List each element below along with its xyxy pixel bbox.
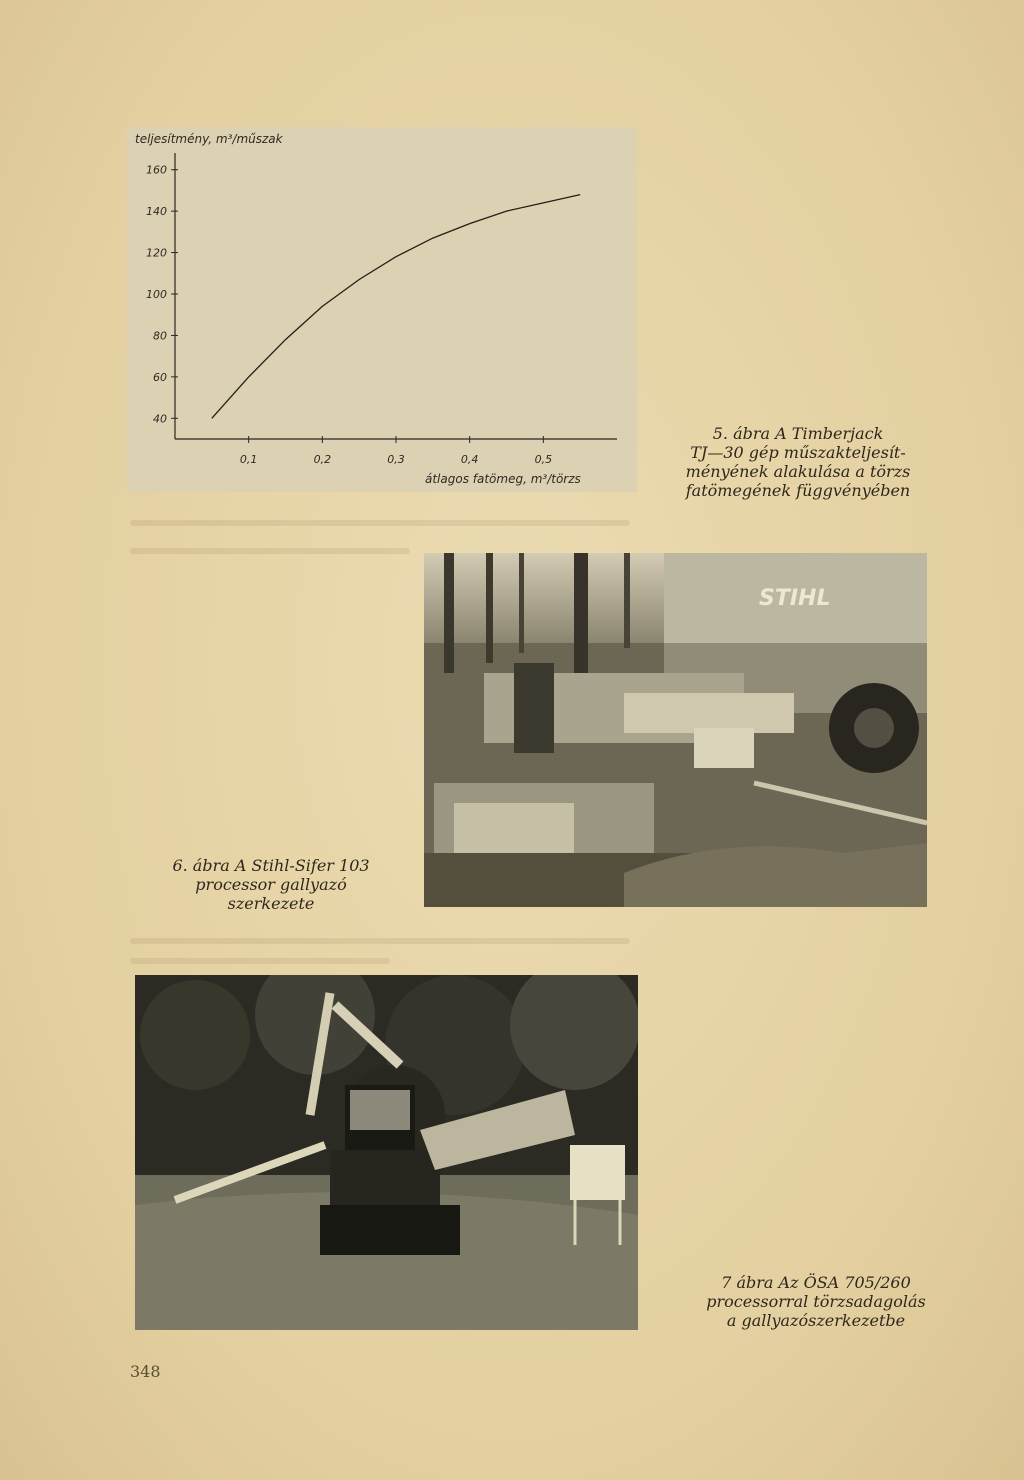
brand-text: STIHL	[759, 586, 831, 611]
osa-processor-photo-illustration	[135, 975, 638, 1330]
figure-5-caption	[648, 424, 948, 500]
caption-line: szerkezete	[227, 894, 315, 913]
chart-axes	[175, 153, 617, 439]
processor-photo-illustration	[424, 553, 927, 907]
series-line	[212, 195, 580, 419]
x-tick-label: 0,3	[387, 453, 405, 466]
y-tick-label: 140	[146, 205, 167, 219]
caption-line: processorral törzsadagolás	[706, 1292, 926, 1311]
line-chart	[127, 127, 637, 492]
caption-line: 7 ábra Az ÖSA 705/260	[721, 1273, 911, 1292]
figure-6-caption	[126, 856, 416, 913]
caption-line: processor gallyazó	[195, 875, 347, 894]
x-tick-label: 0,4	[460, 453, 479, 466]
x-tick-label: 0,2	[313, 453, 332, 466]
figure-5-chart	[127, 127, 637, 492]
x-axis-label: átlagos fatömeg, m³/törzs	[425, 472, 581, 486]
bleed-through	[130, 938, 630, 944]
bleed-through	[130, 548, 410, 554]
caption-line: a gallyazószerkezetbe	[726, 1311, 906, 1330]
caption-line: fatömegének függvényében	[685, 481, 911, 500]
caption-line: ményének alakulása a törzs	[685, 462, 911, 481]
chart-series	[212, 195, 580, 419]
figure-6-photo	[424, 553, 927, 907]
figure-7-photo	[135, 975, 638, 1330]
y-tick-label: 100	[146, 288, 167, 301]
y-tick-label: 80	[153, 329, 167, 343]
caption-line: TJ—30 gép műszakteljesít-	[690, 443, 906, 462]
chart-ticks	[146, 164, 552, 466]
caption-line: 5. ábra A Timberjack	[712, 424, 884, 443]
bleed-through	[130, 520, 630, 526]
y-tick-label: 160	[146, 163, 167, 177]
figure-7-caption	[668, 1273, 964, 1330]
y-tick-label: 120	[146, 246, 167, 260]
caption-line: 6. ábra A Stihl-Sifer 103	[172, 856, 370, 875]
y-axis-label: teljesítmény, m³/műszak	[135, 132, 283, 146]
page-number: 348	[130, 1362, 161, 1381]
bleed-through	[130, 958, 390, 964]
y-tick-label: 40	[153, 412, 167, 426]
y-tick-label: 60	[153, 370, 167, 384]
x-tick-label: 0,1	[239, 453, 258, 466]
x-tick-label: 0,5	[534, 453, 553, 466]
